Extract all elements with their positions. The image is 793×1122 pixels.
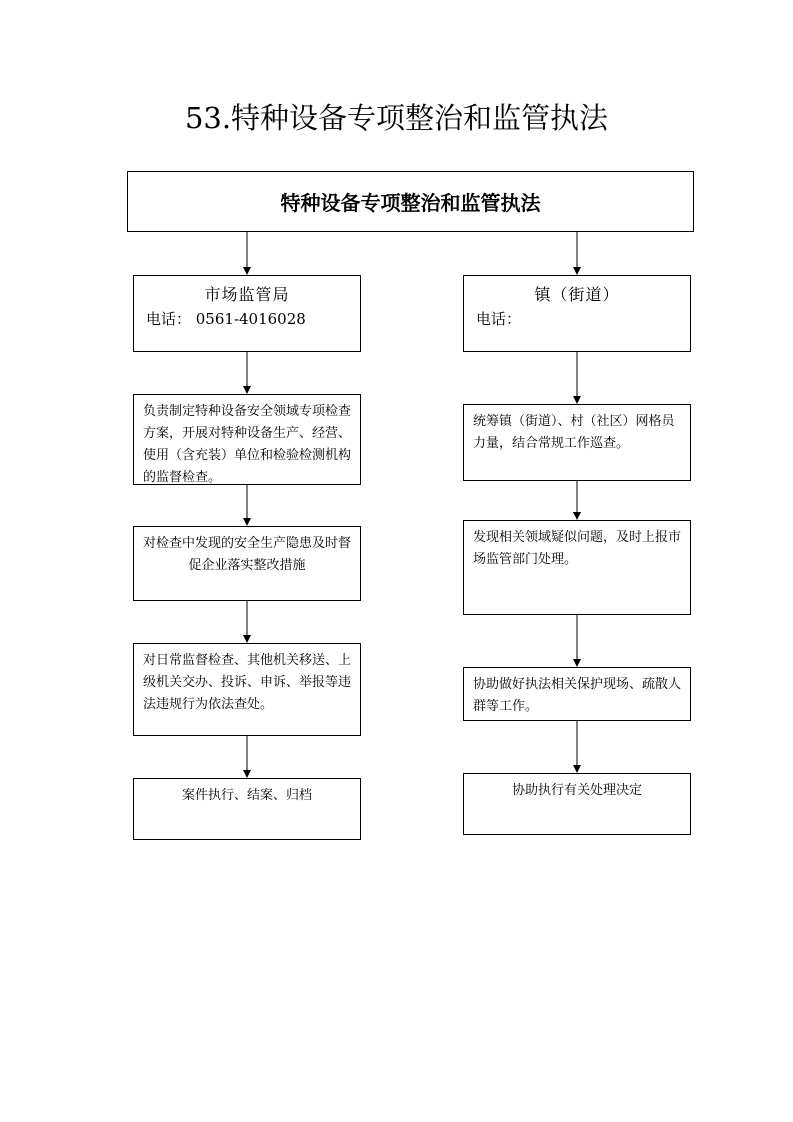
left-step-4: 案件执行、结案、归档 — [133, 778, 361, 840]
right-org-phone: 电话： — [476, 310, 522, 328]
left-step-1: 负责制定特种设备安全领域专项检查方案，开展对特种设备生产、经营、使用（含充装）单位和检验检测机构的监督检查。 — [133, 394, 361, 485]
flowchart-header: 特种设备专项整治和监管执法 — [127, 171, 694, 232]
right-step-3: 协助做好执法相关保护现场、疏散人群等工作。 — [463, 667, 691, 721]
left-step-2: 对检查中发现的安全生产隐患及时督促企业落实整改措施 — [133, 526, 361, 601]
page-title: 53.特种设备专项整治和监管执法 — [184, 101, 609, 135]
right-org-name: 镇（街道） — [534, 285, 620, 304]
left-step-3: 对日常监督检查、其他机关移送、上级机关交办、投诉、申诉、举报等违法违规行为依法查处。 — [133, 643, 361, 736]
left-org-name: 市场监管局 — [204, 285, 290, 304]
right-step-1: 统筹镇（街道）、村（社区）网格员力量，结合常规工作巡查。 — [463, 404, 691, 481]
right-step-4: 协助执行有关处理决定 — [463, 773, 691, 835]
right-step-2: 发现相关领域疑似问题，及时上报市场监管部门处理。 — [463, 520, 691, 615]
left-org-phone: 电话： 0561-4016028 — [146, 310, 306, 328]
